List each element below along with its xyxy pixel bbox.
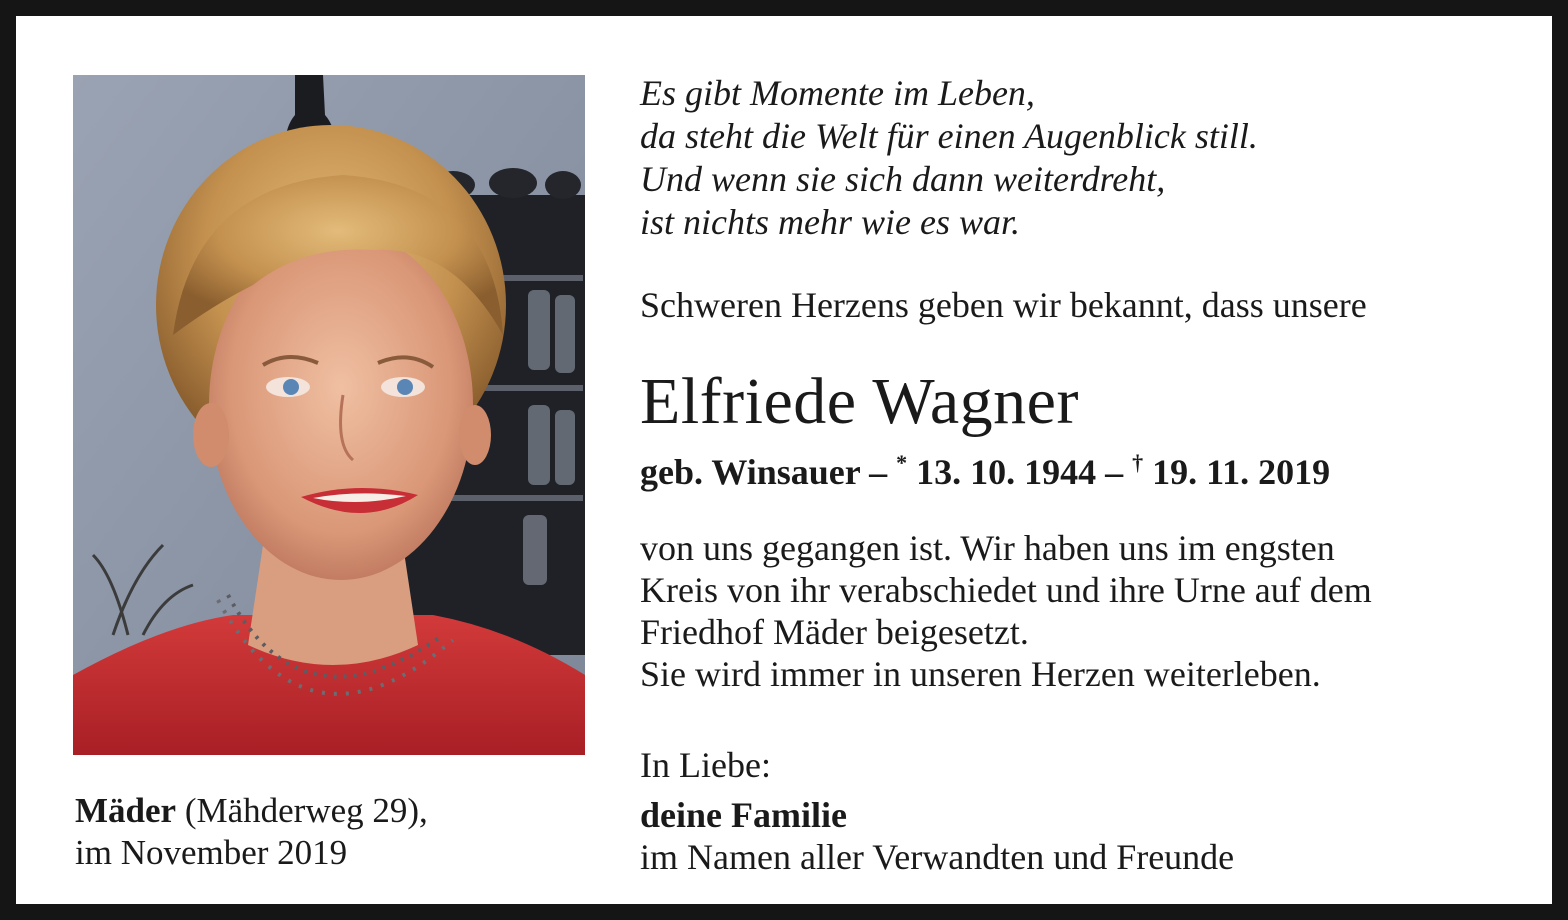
body-line: Friedhof Mäder beigesetzt. [640,612,1029,652]
family-signature: deine Familie [640,795,847,835]
poem-line: da steht die Welt für einen Augenblick still. [640,116,1258,156]
address: (Mähderweg 29), [176,791,428,830]
deceased-name: Elfriede Wagner [640,365,1079,438]
relatives-line: im Namen aller Verwandten und Freunde [640,837,1235,877]
birth-date: 13. 10. 1944 [907,452,1097,492]
poem-line: Und wenn sie sich dann weiterdreht, [640,159,1166,199]
life-dates [640,442,1330,493]
notice-date: im November 2019 [75,833,348,872]
maiden-name: geb. Winsauer [640,452,861,492]
announcement-intro: Schweren Herzens geben wir bekannt, dass unsere [640,285,1367,325]
portrait-photo [73,75,585,755]
body-line: Kreis von ihr verabschiedet und ihre Urne auf dem [640,570,1372,610]
body-line: Sie wird immer in unseren Herzen weiterleben. [640,654,1321,694]
separator: – [1096,452,1133,492]
separator: – [860,452,897,492]
town-name: Mäder [75,791,177,830]
notice-text-column [640,72,1520,877]
poem-line: Es gibt Momente im Leben, [640,73,1035,113]
death-cross-icon: † [1132,450,1144,475]
birth-star-icon: * [896,450,908,475]
poem [640,72,1520,244]
death-date: 19. 11. 2019 [1143,452,1331,492]
poem-line: ist nichts mehr wie es war. [640,202,1021,242]
place-and-date [75,790,428,874]
announcement-body [640,527,1372,695]
closing-greeting: In Liebe: [640,745,771,785]
body-line: von uns gegangen ist. Wir haben uns im engsten [640,528,1335,568]
